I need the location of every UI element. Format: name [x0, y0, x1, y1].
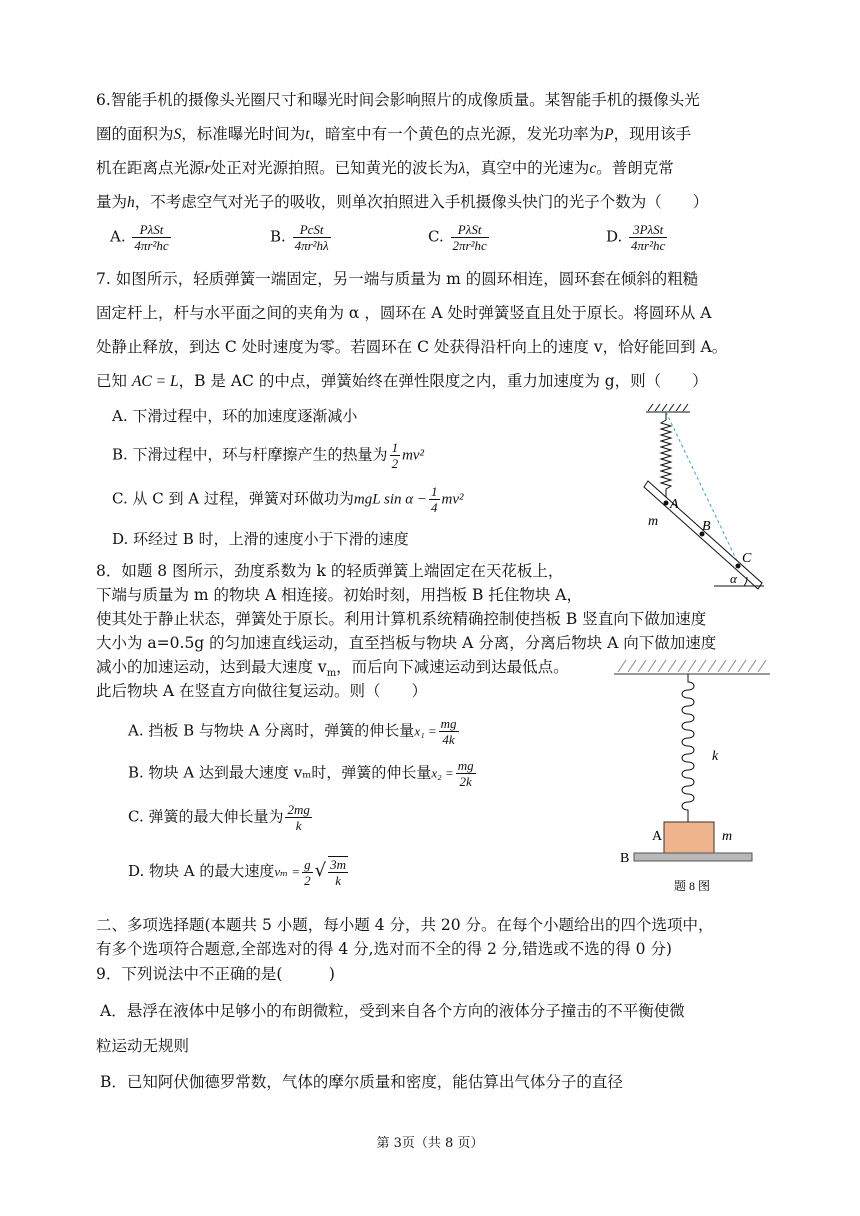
q8-line3: 使其处于静止状态，弹簧处于原长。利用计算机系统精确控制使挡板 B 竖直向下做加速度 [96, 610, 707, 628]
ring-a [664, 501, 669, 506]
figure-caption: 题 8 图 [674, 879, 711, 893]
q8-option-a: A. 挡板 B 与物块 A 分离时，弹簧的伸长量x₁ = $\frac{mg}{4k}$ [128, 716, 457, 747]
q9-option-a-line1: A．悬浮在液体中足够小的布朗微粒，受到来自各个方向的液体分子撞击的不平衡使微 [100, 1002, 685, 1020]
q8-option-d: D. 物块 A 的最大速度vₘ = $\frac{g}{2}$ √ $\frac{3m}{k}$ [128, 856, 347, 888]
point-c [736, 564, 741, 569]
q9-stem: 9．下列说法中不正确的是( ) [96, 965, 335, 983]
q7-figure [636, 400, 776, 595]
q8-line1: 8．如题 8 图所示，劲度系数为 k 的轻质弹簧上端固定在天花板上， [96, 562, 564, 580]
page-footer: 第 3页（共 8 页） [376, 1136, 484, 1151]
q6-option-c: C. $\frac{\text{PλSt}}{\text{2πr²hc}}$ [428, 222, 487, 253]
q6-option-a: A. $\frac{\text{PλSt}}{\text{4πr²hc}}$ [110, 222, 169, 253]
q6-line1: 6.智能手机的摄像头光圈尺寸和曝光时间会影响照片的成像质量。某智能手机的摄像头光 [96, 91, 700, 109]
section2-line1: 二、多项选择题(本题共 5 小题，每小题 4 分，共 20 分。在每个小题给出的四个选项中， [96, 916, 714, 934]
label-a: A [670, 497, 679, 512]
ceiling-hatch [646, 404, 690, 412]
q7-option-d: D. 环经过 B 时，上滑的速度小于下滑的速度 [112, 530, 409, 548]
plate-b [634, 853, 752, 861]
q7-line1: 7. 如图所示，轻质弹簧一端固定，另一端与质量为 m 的圆环相连，圆环套在倾斜的粗糙 [96, 270, 699, 288]
label-block-a: A [652, 829, 663, 844]
q9-option-b: B．已知阿伏伽德罗常数，气体的摩尔质量和密度，能估算出气体分子的直径 [100, 1073, 623, 1091]
q6-line3: 机在距离点光源r处正对光源拍照。已知黄光的波长为λ，真空中的光速为c。普朗克常 [96, 159, 674, 177]
q7-option-b: B. 下滑过程中，环与杆摩擦产生的热量为 $\frac{1}{2}$ mv² [112, 440, 425, 471]
q8-line2: 下端与质量为 m 的物块 A 相连接。初始时刻，用挡板 B 托住物块 A， [96, 586, 582, 604]
label-m: m [722, 829, 733, 844]
label-k: k [712, 749, 719, 764]
q8-line4: 大小为 a=0.5g 的匀加速直线运动，直至挡板与物块 A 分离，分离后物块 A 向下做加速度 [96, 634, 717, 652]
q7-option-c: C. 从 C 到 A 过程，弹簧对环做功为mgL sin α − $\frac{1}{4}$ mv² [112, 484, 464, 515]
section2-line2: 有多个选项符合题意,全部选对的得 4 分,选对而不全的得 2 分,错选或不选的得 0 分) [96, 940, 672, 958]
spring-k [682, 674, 694, 822]
q8-line6: 此后物块 A 在竖直方向做往复运动。则（ ） [96, 682, 428, 700]
q7-line3: 处静止释放，到达 C 处时速度为零。若圆环在 C 处获得沿杆向上的速度 v，恰好能回到 A。 [96, 338, 728, 356]
q6-option-d: D. $\frac{\text{3PλSt}}{\text{4πr²hc}}$ [606, 222, 666, 253]
q7-option-a: A. 下滑过程中，环的加速度逐渐减小 [112, 407, 358, 425]
label-b: B [620, 851, 630, 866]
q6-line2: 圈的面积为S，标准曝光时间为t，暗室中有一个黄色的点光源，发光功率为P，现用该手 [96, 125, 692, 143]
q6-line4: 量为h，不考虑空气对光子的吸收，则单次拍照进入手机摄像头快门的光子个数为（ ） [96, 193, 709, 211]
label-b: B [702, 519, 711, 534]
label-alpha: α [730, 571, 737, 586]
ceiling [614, 660, 770, 674]
q6-option-b: B. $\frac{\text{PcSt}}{\text{4πr²hλ}}$ [270, 222, 329, 253]
label-c: C [742, 551, 752, 566]
q7-line2: 固定杆上，杆与水平面之间的夹角为 α ，圆环在 A 处时弹簧竖直且处于原长。将圆环从 A [96, 304, 712, 322]
dashed-spring-line [666, 412, 738, 563]
block-a [664, 822, 714, 853]
label-m: m [648, 514, 659, 529]
spring [661, 412, 671, 500]
q8-figure [612, 656, 774, 896]
q8-option-b: B. 物块 A 达到最大速度 vₘ时，弹簧的伸长量x₂ = $\frac{mg}{2k}$ [128, 758, 474, 789]
q9-option-a-line2: 粒运动无规则 [96, 1037, 190, 1055]
q8-line5: 减小的加速运动，达到最大速度 $v_m$，而后向下减速运动到达最低点。 [96, 658, 569, 680]
q8-option-c: C. 弹簧的最大伸长量为 $\frac{2mg}{k}$ [128, 802, 310, 833]
q7-line4: 已知 AC = L，B 是 AC 的中点，弹簧始终在弹性限度之内，重力加速度为 g，则（ ） [96, 372, 708, 390]
